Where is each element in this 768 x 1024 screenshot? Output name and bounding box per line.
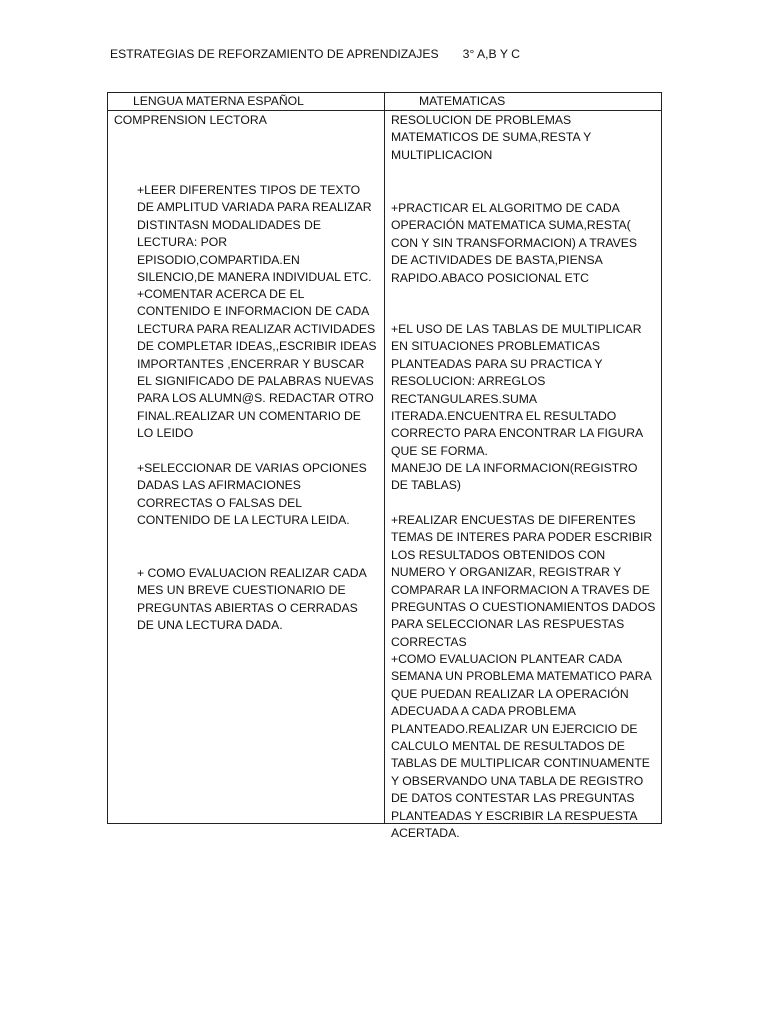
- table-header-row: [108, 93, 662, 111]
- grade-groups: 3° A,B Y C: [462, 47, 520, 61]
- spanish-cell: [108, 111, 385, 824]
- math-item-multiplication-tables: +EL USO DE LAS TABLAS DE MULTIPLICAR EN SITUACIONES PROBLEMATICAS PLANTEADAS PARA SU PRACTICA Y RESOLUCION: ARREGLOS RECTANGULARES.SUMA ITERADA.ENCUENTRA EL RESULTADO CORRECTO PARA ENCONTRAR LA FIGURA QUE SE FORMA.: [391, 322, 643, 458]
- math-cell: [385, 111, 662, 841]
- spanish-item-comment-content: +COMENTAR ACERCA DE EL CONTENIDO E INFORMACION DE CADA LECTURA PARA REALIZAR ACTIVIDADES DE COMPLETAR IDEAS,,ESCRIBIR IDEAS IMPORTANTES ,ENCERRAR Y BUSCAR EL SIGNIFICADO DE PALABRAS NUEVAS PARA LOS ALUMN@S. REDACTAR OTRO FINAL.REALIZAR UN COMENTARIO DE LO LEIDO: [137, 287, 377, 441]
- spanish-item-select-options: +SELECCIONAR DE VARIAS OPCIONES DADAS LAS AFIRMACIONES CORRECTAS O FALSAS DEL CONTENIDO DE LA LECTURA LEIDA.: [137, 461, 367, 528]
- table-row: [108, 111, 662, 824]
- document-title: [110, 46, 520, 63]
- math-subheading-information: MANEJO DE LA INFORMACION(REGISTRO DE TABLAS): [391, 461, 638, 493]
- strategies-table: [107, 92, 662, 841]
- spanish-heading: COMPRENSION LECTORA: [114, 113, 267, 127]
- column-header-math: MATEMATICAS: [385, 93, 662, 111]
- spanish-item-evaluation: + COMO EVALUACION REALIZAR CADA MES UN BREVE CUESTIONARIO DE PREGUNTAS ABIERTAS O CERRADAS DE UNA LECTURA DADA.: [137, 566, 367, 633]
- column-header-spanish: LENGUA MATERNA ESPAÑOL: [108, 93, 385, 111]
- title-text: ESTRATEGIAS DE REFORZAMIENTO DE APRENDIZAJES: [110, 47, 439, 61]
- math-item-algorithm: +PRACTICAR EL ALGORITMO DE CADA OPERACIÓN MATEMATICA SUMA,RESTA( CON Y SIN TRANSFORMACION) A TRAVES DE ACTIVIDADES DE BASTA,PIENSA RAPIDO.ABACO POSICIONAL ETC: [391, 201, 638, 285]
- math-item-evaluation: +COMO EVALUACION PLANTEAR CADA SEMANA UN PROBLEMA MATEMATICO PARA QUE PUEDAN REALIZAR LA OPERACIÓN ADECUADA A CADA PROBLEMA PLANTEADO.REALIZAR UN EJERCICIO DE CALCULO MENTAL DE RESULTADOS DE TABLAS DE MULTIPLICAR CONTINUAMENTE Y OBSERVANDO UNA TABLA DE REGISTRO DE DATOS CONTESTAR LAS PREGUNTAS PLANTEADAS Y ESCRIBIR LA RESPUESTA ACERTADA.: [391, 652, 652, 841]
- math-heading: RESOLUCION DE PROBLEMAS MATEMATICOS DE SUMA,RESTA Y MULTIPLICACION: [391, 113, 591, 162]
- math-item-surveys: +REALIZAR ENCUESTAS DE DIFERENTES TEMAS DE INTERES PARA PODER ESCRIBIR LOS RESULTADOS OBTENIDOS CON NUMERO Y ORGANIZAR, REGISTRAR Y COMPARAR LA INFORMACION A TRAVES DE PREGUNTAS O CUESTIONAMIENTOS DADOS PARA SELECCIONAR LAS RESPUESTAS CORRECTAS: [391, 513, 656, 649]
- spanish-item-reading-types: +LEER DIFERENTES TIPOS DE TEXTO DE AMPLITUD VARIADA PARA REALIZAR DISTINTASN MODALIDADES DE LECTURA: POR EPISODIO,COMPARTIDA.EN SILENCIO,DE MANERA INDIVIDUAL ETC.: [137, 183, 372, 285]
